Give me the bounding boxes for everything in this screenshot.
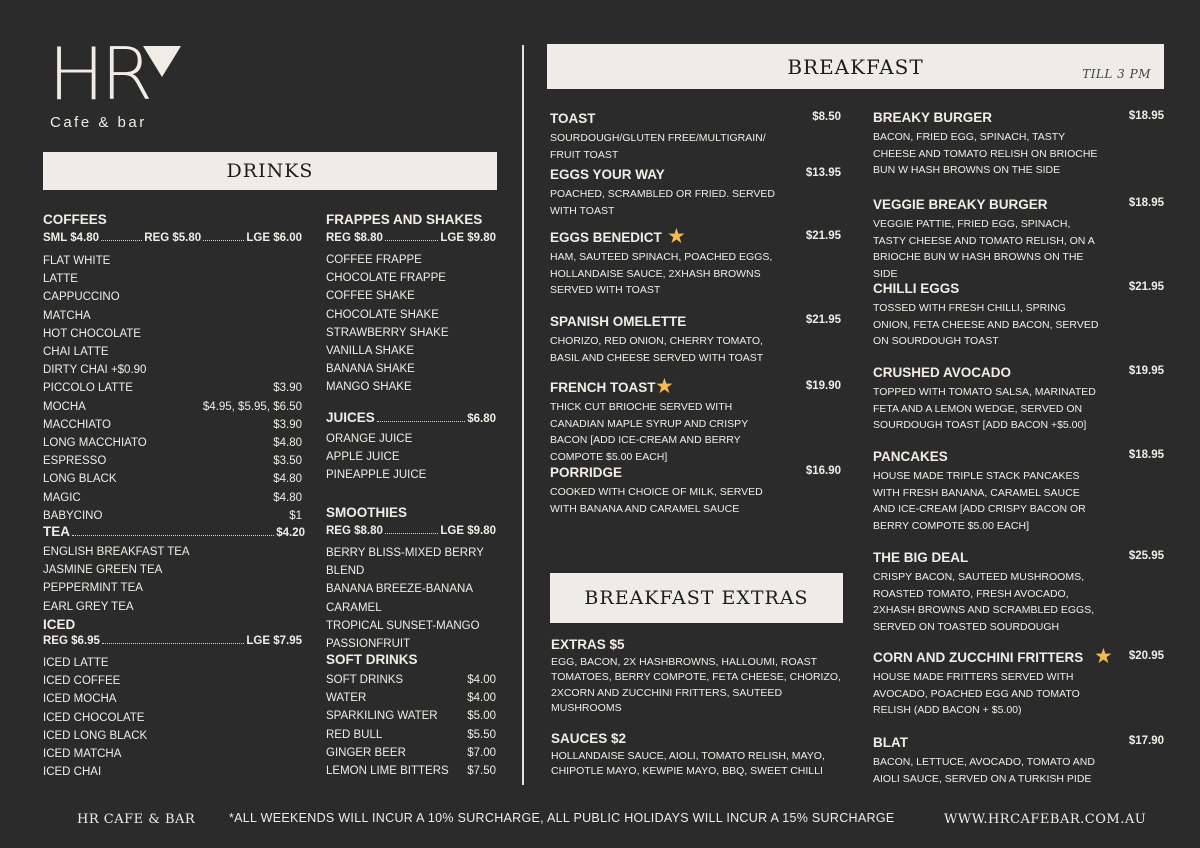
extras-item-desc: HOLLANDAISE SAUCE, AIOLI, TOMATO RELISH, MAYO, CHIPOTLE MAYO, KEWPIE MAYO, BBQ, SWEET CHILLI bbox=[551, 750, 825, 778]
column-divider bbox=[522, 45, 524, 785]
smoothies-size-reg: REG $8.80 bbox=[326, 525, 383, 537]
soft-drink-item-name: LEMON LIME BITTERS bbox=[326, 765, 449, 778]
breakfast-item-header bbox=[873, 550, 1164, 569]
drinks-banner bbox=[43, 152, 497, 190]
breakfast-item bbox=[873, 110, 1164, 179]
smoothies-list bbox=[326, 544, 496, 653]
breakfast-item-name: CHILLI EGGS bbox=[873, 281, 960, 296]
breakfast-item-name: BREAKY BURGER bbox=[873, 110, 993, 125]
coffee-item: DIRTY CHAI +$0.90 bbox=[43, 364, 147, 377]
soft-drink-item-price: $5.50 bbox=[467, 728, 496, 741]
logo-letters: HR bbox=[48, 32, 149, 116]
dotted-leader bbox=[385, 240, 438, 241]
breakfast-item bbox=[550, 225, 841, 299]
soft-drink-item bbox=[326, 726, 496, 744]
juices-heading-row bbox=[326, 410, 496, 430]
frappe-item: BANANA SHAKE bbox=[326, 363, 415, 376]
coffee-item: MATCHA bbox=[43, 309, 91, 322]
breakfast-item-header bbox=[550, 465, 841, 484]
dotted-leader bbox=[101, 240, 142, 241]
coffee-priced-item-price: $4.80 bbox=[273, 437, 302, 450]
coffee-priced-item-price: $4.80 bbox=[273, 491, 302, 504]
coffee-priced-item-name: LONG MACCHIATO bbox=[43, 437, 147, 450]
iced-size-reg: REG $6.95 bbox=[43, 635, 100, 647]
soft-drink-item bbox=[326, 689, 496, 707]
frappes-size-lge: LGE $9.80 bbox=[440, 232, 496, 244]
breakfast-item-price: $19.95 bbox=[1128, 365, 1164, 377]
breakfast-item-name: EGGS BENEDICT bbox=[550, 230, 662, 245]
breakfast-item-price: $18.95 bbox=[1128, 197, 1164, 209]
breakfast-item-desc: BACON, FRIED EGG, SPINACH, TASTY CHEESE AND TOMATO RELISH ON BRIOCHE BUN W HASH BROWNS ON THE SIDE bbox=[873, 131, 1098, 177]
coffee-list bbox=[43, 252, 302, 379]
breakfast-item-price: $21.95 bbox=[805, 230, 841, 242]
frappe-item: COFFEE FRAPPE bbox=[326, 254, 422, 266]
coffee-priced-item-name: MACCHIATO bbox=[43, 418, 111, 431]
coffee-priced-list bbox=[43, 379, 302, 525]
iced-list bbox=[43, 654, 302, 781]
breakfast-item-price: $21.95 bbox=[1128, 281, 1164, 293]
breakfast-item-header bbox=[873, 735, 1164, 754]
coffee-item: HOT CHOCOLATE bbox=[43, 327, 141, 340]
dotted-leader bbox=[72, 535, 274, 536]
breakfast-item bbox=[873, 197, 1164, 282]
breakfast-item-header bbox=[550, 314, 841, 333]
extras-item-desc: EGG, BACON, 2X HASHBROWNS, HALLOUMI, ROAST TOMATOES, BERRY COMPOTE, FETA CHEESE, CHORIZO, 2XCORN AND ZUCCHINI FRITTERS, SAUTEED MUSHROOMS bbox=[551, 656, 841, 715]
iced-size-lge: LGE $7.95 bbox=[246, 635, 302, 647]
breakfast-item-header bbox=[873, 449, 1164, 468]
breakfast-item-price: $25.95 bbox=[1128, 550, 1164, 562]
footer-surcharge-note: *ALL WEEKENDS WILL INCUR A 10% SURCHARGE, ALL PUBLIC HOLIDAYS WILL INCUR A 15% SURCHARGE bbox=[229, 811, 895, 825]
iced-item: ICED COFFEE bbox=[43, 675, 121, 688]
coffee-priced-item bbox=[43, 452, 302, 470]
breakfast-item-header bbox=[873, 645, 1164, 669]
breakfast-item bbox=[873, 281, 1164, 350]
frappes-list bbox=[326, 251, 496, 397]
breakfast-item bbox=[873, 645, 1164, 719]
dotted-leader bbox=[203, 240, 244, 241]
iced-item: ICED LONG BLACK bbox=[43, 729, 148, 742]
breakfast-item-header bbox=[873, 197, 1164, 216]
coffee-priced-item-price: $4.95, $5.95, $6.50 bbox=[202, 400, 302, 413]
frappe-item: CHOCOLATE SHAKE bbox=[326, 308, 439, 321]
coffee-item: CHAI LATTE bbox=[43, 346, 109, 359]
coffee-size-reg: REG $5.80 bbox=[144, 232, 202, 244]
breakfast-item-desc: THICK CUT BRIOCHE SERVED WITH CANADIAN MAPLE SYRUP AND CRISPY BACON [ADD ICE-CREAM AND BERRY COMPOTE $5.00 EACH] bbox=[550, 401, 749, 463]
extras-item bbox=[551, 637, 841, 717]
juices-list bbox=[326, 430, 496, 485]
breakfast-item-desc: HAM, SAUTEED SPINACH, POACHED EGGS, HOLLANDAISE SAUCE, 2XHASH BROWNS SERVED WITH TOAST bbox=[550, 251, 773, 297]
breakfast-item bbox=[550, 167, 841, 219]
smoothie-item: TROPICAL SUNSET-MANGO bbox=[326, 619, 480, 632]
soft-drinks-list bbox=[326, 671, 496, 780]
iced-section bbox=[43, 617, 302, 781]
coffees-size-row bbox=[43, 232, 302, 252]
breakfast-item-name: PORRIDGE bbox=[550, 465, 623, 480]
breakfast-item-price: $18.95 bbox=[1128, 449, 1164, 461]
soft-drink-item-name: RED BULL bbox=[326, 728, 383, 741]
coffee-priced-item bbox=[43, 434, 302, 452]
smoothies-size-row bbox=[326, 525, 496, 544]
breakfast-item-name: THE BIG DEAL bbox=[873, 550, 969, 565]
coffee-item: LATTE bbox=[43, 273, 78, 286]
soft-drink-item bbox=[326, 707, 496, 725]
coffee-priced-item-name: PICCOLO LATTE bbox=[43, 382, 133, 395]
soft-drink-item bbox=[326, 671, 496, 689]
coffee-priced-item-price: $3.90 bbox=[273, 382, 302, 395]
coffee-priced-item-name: BABYCINO bbox=[43, 509, 103, 522]
tea-price: $4.20 bbox=[276, 527, 305, 539]
soft-drink-item-price: $7.00 bbox=[467, 746, 496, 759]
breakfast-banner-title: BREAKFAST bbox=[787, 54, 924, 79]
tea-item: PEPPERMINT TEA bbox=[43, 582, 143, 595]
soft-drink-item-price: $7.50 bbox=[467, 765, 496, 778]
breakfast-item-header bbox=[550, 167, 841, 186]
breakfast-item-desc: SOURDOUGH/GLUTEN FREE/MULTIGRAIN/ FRUIT TOAST bbox=[550, 132, 766, 161]
breakfast-item-header bbox=[873, 365, 1164, 384]
frappes-size-row bbox=[326, 232, 496, 251]
coffee-priced-item-price: $3.50 bbox=[273, 455, 302, 468]
coffee-priced-item bbox=[43, 416, 302, 434]
smoothies-heading: SMOOTHIES bbox=[326, 505, 408, 520]
breakfast-item-desc: CHORIZO, RED ONION, CHERRY TOMATO, BASIL AND CHEESE SERVED WITH TOAST bbox=[550, 335, 764, 364]
breakfast-item-price: $21.95 bbox=[805, 314, 841, 326]
juice-item: PINEAPPLE JUICE bbox=[326, 469, 427, 482]
iced-size-row bbox=[43, 635, 302, 654]
dotted-leader bbox=[385, 533, 438, 534]
extras-item-name: SAUCES $2 bbox=[551, 731, 627, 746]
juices-heading: JUICES bbox=[326, 410, 375, 425]
breakfast-item-price: $16.90 bbox=[805, 465, 841, 477]
coffee-priced-item bbox=[43, 379, 302, 397]
frappe-item: VANILLA SHAKE bbox=[326, 345, 414, 358]
dotted-leader bbox=[102, 643, 244, 644]
extras-item bbox=[551, 731, 841, 780]
breakfast-item-price: $8.50 bbox=[812, 111, 841, 123]
star-icon: ★ bbox=[667, 225, 686, 248]
breakfast-item-price: $18.95 bbox=[1128, 110, 1164, 122]
breakfast-item-price: $19.90 bbox=[805, 380, 841, 392]
smoothie-item: BERRY BLISS-MIXED BERRY bbox=[326, 547, 484, 559]
frappes-section bbox=[326, 212, 496, 397]
soft-drink-item-name: SPARKILING WATER bbox=[326, 710, 438, 723]
breakfast-item-name: TOAST bbox=[550, 111, 596, 126]
coffee-priced-item bbox=[43, 489, 302, 507]
iced-item: ICED LATTE bbox=[43, 657, 109, 669]
breakfast-item bbox=[873, 365, 1164, 434]
iced-item: ICED CHOCOLATE bbox=[43, 711, 145, 724]
footer-left: HR CAFE & BAR bbox=[77, 812, 196, 827]
breakfast-item-name: CORN AND ZUCCHINI FRITTERS bbox=[873, 650, 1084, 665]
breakfast-item-header bbox=[550, 375, 841, 399]
iced-heading: ICED bbox=[43, 617, 76, 632]
breakfast-item-desc: HOUSE MADE FRITTERS SERVED WITH AVOCADO, POACHED EGG AND TOMATO RELISH (ADD BACON + $5.00) bbox=[873, 671, 1080, 717]
star-icon: ★ bbox=[655, 375, 674, 398]
soft-drinks-section bbox=[326, 652, 496, 780]
coffee-priced-item-price: $1 bbox=[289, 509, 302, 522]
breakfast-item-name: CRUSHED AVOCADO bbox=[873, 365, 1012, 380]
breakfast-item-price: $20.95 bbox=[1128, 650, 1164, 662]
drinks-banner-title: DRINKS bbox=[226, 160, 314, 182]
tea-heading-row bbox=[43, 524, 305, 543]
coffee-priced-item-name: MAGIC bbox=[43, 491, 81, 504]
smoothies-section bbox=[326, 505, 496, 653]
tea-list bbox=[43, 543, 305, 616]
breakfast-item-desc: CRISPY BACON, SAUTEED MUSHROOMS, ROASTED TOMATO, FRESH AVOCADO, 2XHASH BROWNS AND SCRAMBLED EGGS, SERVED ON TOASTED SOURDOUGH bbox=[873, 571, 1095, 633]
soft-drinks-heading: SOFT DRINKS bbox=[326, 652, 418, 667]
tea-item: ENGLISH BREAKFAST TEA bbox=[43, 546, 190, 558]
breakfast-item-desc: TOPPED WITH TOMATO SALSA, MARINATED FETA AND A LEMON WEDGE, SERVED ON SOURDOUGH TOAST [ADD BACON +$5.00] bbox=[873, 386, 1096, 432]
footer-website: WWW.HRCAFEBAR.COM.AU bbox=[944, 812, 1147, 827]
coffees-section bbox=[43, 212, 302, 525]
logo bbox=[46, 32, 196, 132]
juices-section bbox=[326, 410, 496, 485]
frappes-heading: FRAPPES AND SHAKES bbox=[326, 212, 483, 227]
soft-drink-item bbox=[326, 744, 496, 762]
iced-item: ICED MATCHA bbox=[43, 748, 122, 761]
tea-item: EARL GREY TEA bbox=[43, 600, 134, 613]
coffee-priced-item-name: MOCHA bbox=[43, 400, 86, 413]
extras-banner bbox=[550, 573, 843, 623]
logo-tagline: Cafe & bar bbox=[50, 114, 147, 131]
breakfast-item bbox=[550, 314, 841, 366]
coffee-size-sml: SML $4.80 bbox=[43, 232, 100, 244]
coffee-priced-item-name: LONG BLACK bbox=[43, 473, 117, 486]
frappes-size-reg: REG $8.80 bbox=[326, 232, 383, 244]
breakfast-item bbox=[873, 735, 1164, 787]
star-icon: ★ bbox=[1094, 645, 1113, 668]
coffee-priced-item-name: ESPRESSO bbox=[43, 455, 107, 468]
coffee-priced-item bbox=[43, 470, 302, 488]
breakfast-item-desc: POACHED, SCRAMBLED OR FRIED. SERVED WITH TOAST bbox=[550, 188, 776, 217]
soft-drink-item-price: $5.00 bbox=[467, 710, 496, 723]
coffee-priced-item bbox=[43, 507, 302, 525]
soft-drink-item-name: GINGER BEER bbox=[326, 746, 406, 759]
breakfast-item bbox=[550, 375, 841, 465]
juices-price: $6.80 bbox=[467, 413, 496, 425]
soft-drink-item-name: SOFT DRINKS bbox=[326, 674, 404, 686]
frappe-item: COFFEE SHAKE bbox=[326, 290, 415, 303]
extras-item-name: EXTRAS $5 bbox=[551, 637, 625, 652]
breakfast-till: TILL 3 PM bbox=[1082, 67, 1151, 81]
breakfast-item-desc: TOSSED WITH FRESH CHILLI, SPRING ONION, FETA CHEESE AND BACON, SERVED ON SOURDOUGH TOAST bbox=[873, 302, 1099, 348]
breakfast-item bbox=[550, 111, 841, 163]
soft-drink-item-name: WATER bbox=[326, 692, 367, 705]
coffee-priced-item-price: $4.80 bbox=[273, 473, 302, 486]
breakfast-item-header bbox=[550, 111, 841, 130]
smoothie-item: PASSIONFRUIT bbox=[326, 638, 411, 651]
iced-item: ICED CHAI bbox=[43, 766, 102, 779]
soft-drink-item bbox=[326, 762, 496, 780]
tea-item: JASMINE GREEN TEA bbox=[43, 564, 163, 577]
breakfast-item-name: EGGS YOUR WAY bbox=[550, 167, 665, 182]
juice-item: APPLE JUICE bbox=[326, 451, 400, 464]
frappe-item: CHOCOLATE FRAPPE bbox=[326, 272, 446, 285]
smoothies-size-lge: LGE $9.80 bbox=[440, 525, 496, 537]
breakfast-item-desc: BACON, LETTUCE, AVOCADO, TOMATO AND AIOLI SAUCE, SERVED ON A TURKISH PIDE bbox=[873, 756, 1095, 785]
coffee-size-lge: LGE $6.00 bbox=[246, 232, 303, 244]
juice-item: ORANGE JUICE bbox=[326, 433, 413, 445]
smoothie-item: BANANA BREEZE-BANANA bbox=[326, 583, 473, 596]
coffees-heading: COFFEES bbox=[43, 212, 107, 227]
breakfast-item-desc: VEGGIE PATTIE, FRIED EGG, SPINACH, TASTY CHEESE AND TOMATO RELISH, ON A BRIOCHE BUN W HASH BROWNS ON THE SIDE bbox=[873, 218, 1095, 280]
breakfast-item-price: $17.90 bbox=[1128, 735, 1164, 747]
breakfast-item bbox=[873, 550, 1164, 635]
tea-heading: TEA bbox=[43, 524, 70, 539]
dotted-leader bbox=[377, 421, 465, 422]
triangle-icon bbox=[143, 46, 181, 78]
breakfast-item bbox=[550, 465, 841, 517]
breakfast-item-price: $13.95 bbox=[805, 167, 841, 179]
iced-item: ICED MOCHA bbox=[43, 693, 117, 706]
coffee-item: FLAT WHITE bbox=[43, 255, 111, 267]
breakfast-item-desc: COOKED WITH CHOICE OF MILK, SERVED WITH BANANA AND CARAMEL SAUCE bbox=[550, 486, 763, 515]
extras-banner-title: BREAKFAST EXTRAS bbox=[584, 587, 809, 609]
breakfast-banner bbox=[547, 44, 1164, 89]
breakfast-item-name: SPANISH OMELETTE bbox=[550, 314, 687, 329]
breakfast-item-header bbox=[873, 110, 1164, 129]
breakfast-item-header bbox=[873, 281, 1164, 300]
soft-drink-item-price: $4.00 bbox=[467, 692, 496, 705]
breakfast-item-name: PANCAKES bbox=[873, 449, 948, 464]
breakfast-item-name: VEGGIE BREAKY BURGER bbox=[873, 197, 1048, 212]
coffee-item: CAPPUCCINO bbox=[43, 291, 120, 304]
breakfast-item-name: FRENCH TOAST bbox=[550, 380, 656, 395]
coffee-priced-item-price: $3.90 bbox=[273, 418, 302, 431]
frappe-item: STRAWBERRY SHAKE bbox=[326, 326, 449, 339]
smoothie-item: CARAMEL bbox=[326, 601, 382, 614]
soft-drink-item-price: $4.00 bbox=[467, 674, 496, 686]
breakfast-item-desc: HOUSE MADE TRIPLE STACK PANCAKES WITH FRESH BANANA, CARAMEL SAUCE AND ICE-CREAM [ADD CRISPY BACON OR BERRY COMPOTE $5.00 EACH] bbox=[873, 470, 1086, 532]
smoothie-item: BLEND bbox=[326, 565, 365, 578]
breakfast-item bbox=[873, 449, 1164, 534]
frappe-item: MANGO SHAKE bbox=[326, 381, 412, 394]
tea-section bbox=[43, 524, 305, 616]
coffee-priced-item bbox=[43, 398, 302, 416]
breakfast-item-name: BLAT bbox=[873, 735, 908, 750]
breakfast-item-header bbox=[550, 225, 841, 249]
